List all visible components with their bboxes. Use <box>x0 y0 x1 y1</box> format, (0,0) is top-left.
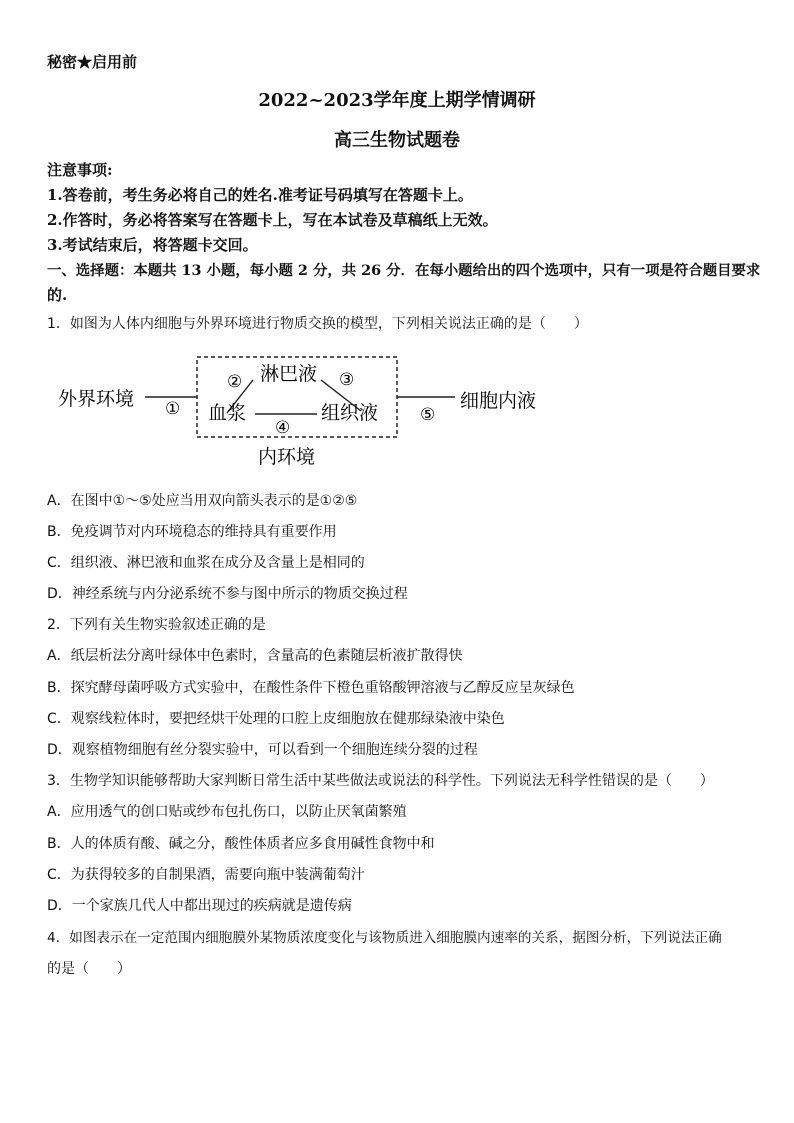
question-1-option-a: A．在图中①～⑤处应当用双向箭头表示的是①②⑤ <box>47 493 358 509</box>
notes-item: 3.考试结束后，将答题卡交回。 <box>47 236 258 254</box>
question-1-stem: 1．如图为人体内细胞与外界环境进行物质交换的模型，下列相关说法正确的是（ ） <box>47 316 588 332</box>
question-4-stem-tail: 的是（ ） <box>47 961 131 977</box>
section-intro: 一、选择题：本题共 13 小题，每小题 2 分，共 26 分．在每小题给出的四个选项中，只有一项是符合题目要求 <box>47 262 761 279</box>
question-3-option-a: A．应用透气的创口贴或纱布包扎伤口，以防止厌氧菌繁殖 <box>47 804 407 820</box>
intracellular-fluid-label: 细胞内液 <box>460 390 537 412</box>
notes-item: 1.答卷前，考生务必将自己的姓名.准考证号码填写在答题卡上。 <box>47 186 473 204</box>
question-3-option-d: D．一个家族几代人中都出现过的疾病就是遗传病 <box>47 898 352 914</box>
question-4-stem: 4．如图表示在一定范围内细胞膜外某物质浓度变化与该物质进入细胞膜内速率的关系，据图分析，下列说法正确 <box>47 930 722 946</box>
exam-title: 2022~2023学年度上期学情调研 <box>258 90 536 111</box>
internal-environment-label: 内环境 <box>258 446 316 468</box>
exchange-diagram <box>55 350 555 475</box>
question-2-option-b: B．探究酵母菌呼吸方式实验中，在酸性条件下橙色重铬酸钾溶液与乙醇反应呈灰绿色 <box>47 680 575 696</box>
exam-subtitle: 高三生物试题卷 <box>334 130 460 151</box>
confidential-label: 秘密★启用前 <box>47 53 138 71</box>
question-1-option-b: B．免疫调节对内环境稳态的维持具有重要作用 <box>47 524 337 540</box>
question-2-option-a: A．纸层析法分离叶绿体中色素时，含量高的色素随层析液扩散得快 <box>47 648 463 664</box>
question-3-option-c: C．为获得较多的自制果酒，需要向瓶中装满葡萄汁 <box>47 867 365 883</box>
notes-item: 2.作答时，务必将答案写在答题卡上，写在本试卷及草稿纸上无效。 <box>47 211 498 229</box>
marker-1: ① <box>165 399 181 419</box>
notes-heading: 注意事项: <box>47 161 113 179</box>
question-1-option-c: C．组织液、淋巴液和血浆在成分及含量上是相同的 <box>47 555 365 571</box>
marker-5: ⑤ <box>420 405 436 425</box>
marker-4: ④ <box>275 418 291 438</box>
plasma-label: 血浆 <box>208 402 247 424</box>
outer-environment-label: 外界环境 <box>58 388 135 410</box>
question-2-option-c: C．观察线粒体时，要把经烘干处理的口腔上皮细胞放在健那绿染液中染色 <box>47 711 505 727</box>
marker-2: ② <box>227 372 243 392</box>
question-1-option-d: D．神经系统与内分泌系统不参与图中所示的物质交换过程 <box>47 586 408 602</box>
question-2-stem: 2．下列有关生物实验叙述正确的是 <box>47 617 266 633</box>
question-3-option-b: B．人的体质有酸、碱之分，酸性体质者应多食用碱性食物中和 <box>47 836 435 852</box>
question-3-stem: 3．生物学知识能够帮助大家判断日常生活中某些做法或说法的科学性。下列说法无科学性错误的是（ ） <box>47 773 714 789</box>
lymph-label: 淋巴液 <box>260 363 318 385</box>
section-intro-tail: 的. <box>47 286 68 304</box>
tissue-fluid-label: 组织液 <box>321 402 379 424</box>
marker-3: ③ <box>339 370 355 390</box>
question-2-option-d: D．观察植物细胞有丝分裂实验中，可以看到一个细胞连续分裂的过程 <box>47 742 478 758</box>
